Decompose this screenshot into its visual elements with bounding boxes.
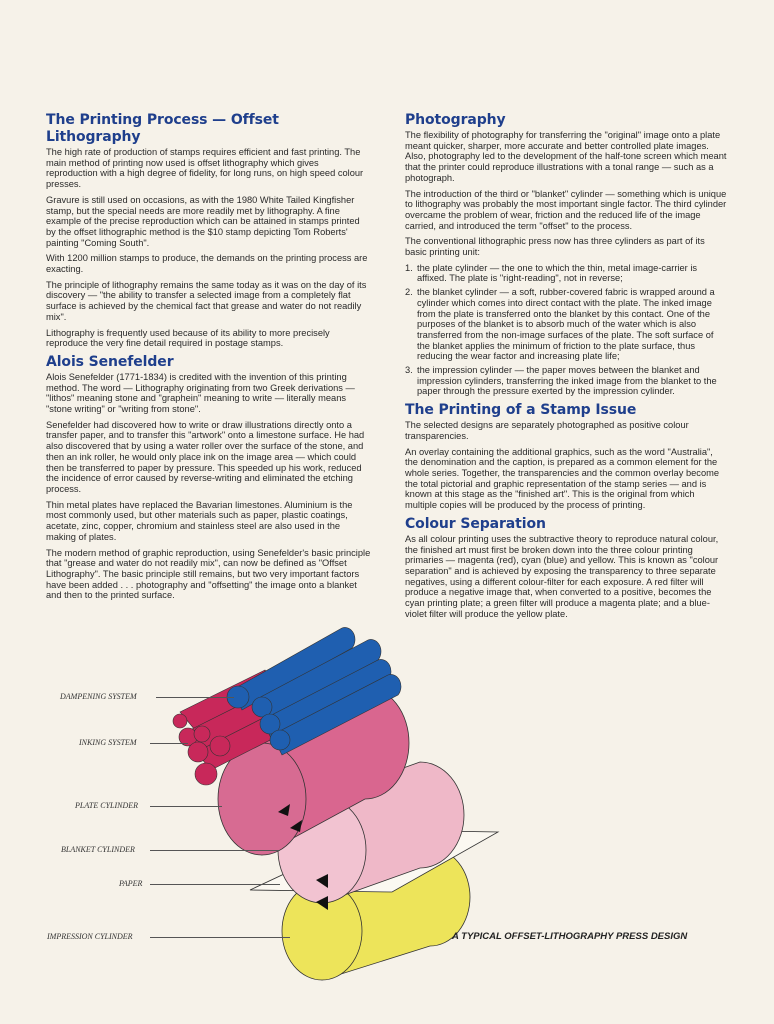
label-dampening-system: DAMPENING SYSTEM (60, 692, 137, 701)
paragraph: As all colour printing uses the subtractive theory to reproduce natural colour, the finished art must first be broken down into the three colour printing primaries — magenta (red), cyan (blue) and yellow. This is known as "colour separation" and is achieved by exposing the transparency to three separate negatives, using a different colour-filter for each exposure. A red filter will produce a negative image that, when converted to a positive, becomes the cyan printing plate; a green filter will produce a magenta plate; and a blue-violet filter will produce the yellow plate. (405, 533, 719, 619)
list-text: the impression cylinder — the paper moves between the blanket and impression cylinders, transferring the inked image from the blanket to the paper through the pressure exerted by the impression cylinder. (417, 365, 717, 397)
paragraph: Thin metal plates have replaced the Bavarian limestones. Aluminium is the most commonly used, but other materials such as paper, plastic coatings, acetate, zinc, copper, chromium and stainless steel are also used in the making of plates. (46, 499, 353, 542)
paragraph: The introduction of the third or "blanket" cylinder — something which is unique to lithography was probably the most important single factor. The third cylinder overcame the problem of wear, friction and the reduced life of the image carried, and introduced the term "offset" to the process. (405, 188, 727, 231)
paragraph: The conventional lithographic press now has three cylinders as part of its basic printing unit: (405, 236, 705, 258)
leader-line (150, 937, 290, 938)
label-impression-cylinder: IMPRESSION CYLINDER (47, 932, 133, 941)
paragraph: Gravure is still used on occasions, as with the 1980 White Tailed Kingfisher stamp, but the special needs are more readily met by lithography. A fine example of the precise reproduction which can be attained in stamps printed by the offset lithographic method is the $10 stamp depicting Tom Roberts' painting "Coming South". (46, 194, 360, 248)
paragraph: Lithography is frequently used because of its ability to more precisely reproduce the very fine detail required in postage stamps. (46, 327, 330, 349)
paragraph: Senefelder had discovered how to write or draw illustrations directly onto a transfer paper, and to transfer this "artwork" onto a limestone surface. He had also discovered that by using a water roller over the surface of the stone, and then an ink roller, he would only place ink on the image area — which could then be transferred to paper by pressure. This speeded up his work, reduced the incidence of error caused by reverse-writing and eliminated the etching process. (46, 419, 365, 494)
paragraph: Alois Senefelder (1771-1834) is credited with the invention of this printing method. The word — Lithography originating from two Greek derivations — "lithos" meaning stone and "graphein" meaning to write — literally means "stone writing" or "writing from stone". (46, 371, 355, 415)
list-number: 3. (405, 365, 413, 376)
label-inking-system: INKING SYSTEM (79, 738, 137, 747)
diagram-caption: A TYPICAL OFFSET-LITHOGRAPHY PRESS DESIGN (452, 931, 688, 942)
label-plate-cylinder: PLATE CYLINDER (75, 801, 139, 810)
heading-colour-separation: Colour Separation (405, 515, 546, 532)
leader-line (150, 743, 188, 744)
paragraph: An overlay containing the additional graphics, such as the word "Australia", the denomination and the caption, is prepared as a common element for the whole series. Together, the transparencies and the common overlay become the total pictorial and graphic representation of the stamp series — and is known at this stage as the "finished art". This is the original from which multiple copies will be produced by the process of printing. (405, 446, 720, 511)
leader-line (150, 884, 280, 885)
heading-printing-stamp-issue: The Printing of a Stamp Issue (405, 402, 637, 419)
paragraph: The selected designs are separately photographed as positive colour transparencies. (405, 420, 689, 441)
list-text: the blanket cylinder — a soft, rubber-covered fabric is wrapped around a cylinder which comes into direct contact with the plate. The inked image from the plate is transferred onto the blanket by this contact. One of the purposes of the blanket is to absorb much of the water which is also transferred from the non-image surfaces of the plate. The soft surface of the blanket applies the minimum of friction to the plate surface, thus reducing the wear factor and increasing plate life; (417, 287, 715, 362)
heading-offset-lithography: The Printing Process — Offset Lithography (46, 112, 279, 145)
label-paper: PAPER (119, 879, 143, 888)
paragraph: The modern method of graphic reproduction, using Senefelder's basic principle that "grease and water do not readily mix", can now be defined as "Offset Lithography". The basic principle still remains, but two very important factors have been added . . . photography and "offsetting" the image onto a blanket and then to the printed surface. (46, 547, 371, 601)
heading-alois-senefelder: Alois Senefelder (46, 353, 174, 370)
list-text: the plate cylinder — the one to which the thin, metal image-carrier is affixed. The plate is "right-reading", not in reverse; (417, 262, 698, 284)
leader-line (150, 806, 222, 807)
heading-photography: Photography (405, 112, 506, 128)
list-number: 1. (405, 262, 413, 273)
list-number: 2. (405, 287, 413, 298)
leader-line (156, 697, 234, 698)
leader-line (150, 850, 280, 851)
paragraph: The flexibility of photography for transferring the "original" image onto a plate meant quicker, sharper, more accurate and better controlled plate images. Also, photography led to the development of the half-tone screen which meant that the printer could reproduce illustrations with a tonal range — such as a photograph. (405, 130, 727, 183)
paragraph: The principle of lithography remains the same today as it was on the day of its discovery — "the ability to transfer a selected image from a completely flat surface is achieved by the chemical fact that grease and water do not readily mix". (46, 279, 367, 322)
paragraph: With 1200 million stamps to produce, the demands on the printing process are exacting. (46, 253, 368, 275)
paragraph: The high rate of production of stamps requires efficient and fast printing. The main method of printing now used is offset lithography which gives reproduction with a high degree of fidelity, for long runs, on high speed colour presses. (46, 147, 364, 190)
label-blanket-cylinder: BLANKET CYLINDER (61, 845, 135, 854)
